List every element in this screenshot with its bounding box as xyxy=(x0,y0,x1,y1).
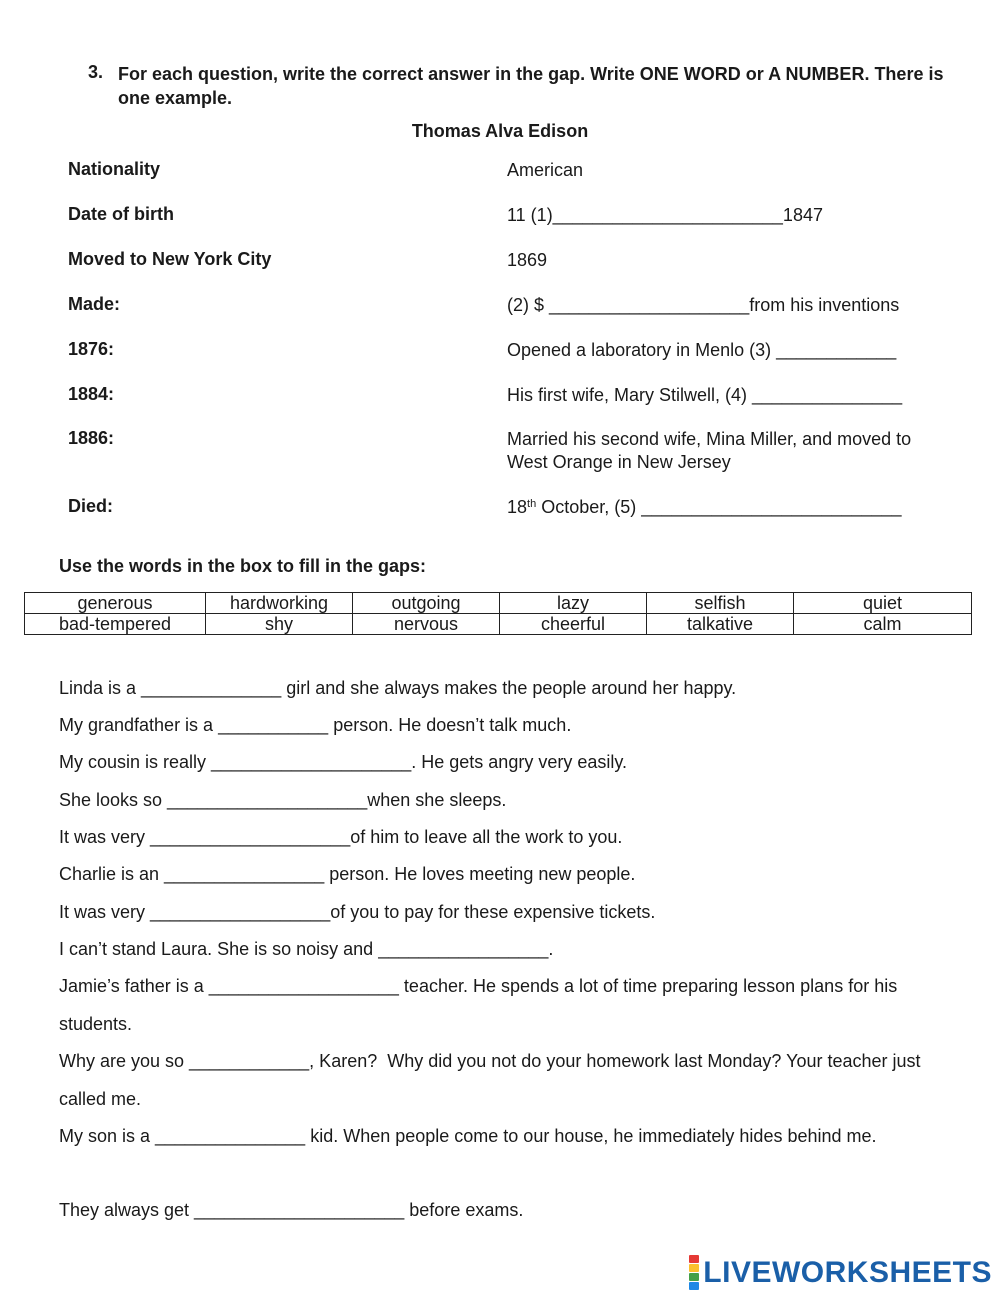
question-instruction: For each question, write the correct answer in the gap. Write ONE WORD or A NUMBER. There is one example. xyxy=(118,64,944,108)
fact-label: Nationality xyxy=(68,159,161,179)
sentence: Jamie’s father is a ___________________ teacher. He spends a lot of time preparing lesson plans for his students. xyxy=(59,976,903,1034)
sentence: Why are you so ____________, Karen? Why did you not do your homework last Monday? Your teacher just called me. xyxy=(59,1051,926,1109)
word-cell: shy xyxy=(206,614,353,635)
word-cell: lazy xyxy=(500,593,647,614)
fact-value-rest: October, (5) __________________________ xyxy=(536,497,902,517)
sentence: It was very __________________of you to pay for these expensive tickets. xyxy=(59,902,656,922)
fact-value: 1869 xyxy=(507,250,548,270)
word-cell: cheerful xyxy=(500,614,647,635)
fact-value: Opened a laboratory in Menlo (3) ____________ xyxy=(507,340,897,360)
fact-value-day: 18 xyxy=(507,497,528,517)
sentence: It was very ____________________of him to leave all the work to you. xyxy=(59,827,623,847)
worksheet-title: Thomas Alva Edison xyxy=(411,121,589,141)
sentence: She looks so ____________________when she sleeps. xyxy=(59,790,507,810)
sentence: My son is a _______________ kid. When people come to our house, he immediately hides behind me. xyxy=(59,1126,877,1146)
word-cell: talkative xyxy=(647,614,794,635)
fact-label: Date of birth xyxy=(68,204,174,224)
word-box xyxy=(24,592,972,635)
fact-label: 1884: xyxy=(68,384,115,404)
sentence: Charlie is an ________________ person. He loves meeting new people. xyxy=(59,864,636,884)
sentence: My grandfather is a ___________ person. He doesn’t talk much. xyxy=(59,715,572,735)
word-cell: hardworking xyxy=(206,593,353,614)
word-box-row xyxy=(25,614,972,635)
word-cell: selfish xyxy=(647,593,794,614)
fact-label: Died: xyxy=(68,496,113,516)
word-cell: generous xyxy=(25,593,206,614)
word-cell: outgoing xyxy=(353,593,500,614)
fact-value xyxy=(507,496,947,519)
fact-value: American xyxy=(507,160,584,180)
logo-mark-icon xyxy=(689,1255,699,1290)
question-number: 3. xyxy=(88,62,104,82)
fact-value-suffix: th xyxy=(527,498,537,510)
word-box-row xyxy=(25,593,972,614)
logo-text: LIVEWORKSHEETS xyxy=(703,1255,992,1289)
word-cell: bad-tempered xyxy=(25,614,206,635)
sentence: My cousin is really ____________________. He gets angry very easily. xyxy=(59,752,628,772)
fact-label: Made: xyxy=(68,294,121,314)
fact-label: 1886: xyxy=(68,428,115,448)
word-box-instruction: Use the words in the box to fill in the gaps: xyxy=(59,556,427,576)
fact-label: 1876: xyxy=(68,339,115,359)
liveworksheets-logo[interactable] xyxy=(689,1255,992,1290)
sentence: Linda is a ______________ girl and she always makes the people around her happy. xyxy=(59,678,737,698)
fact-value: His first wife, Mary Stilwell, (4) _______________ xyxy=(507,385,903,405)
word-cell: nervous xyxy=(353,614,500,635)
sentence: They always get _____________________ before exams. xyxy=(59,1200,524,1220)
word-cell: quiet xyxy=(794,593,972,614)
fact-value: (2) $ ____________________from his inventions xyxy=(507,295,900,315)
fact-label: Moved to New York City xyxy=(68,249,272,269)
sentence: I can’t stand Laura. She is so noisy and _________________. xyxy=(59,939,554,959)
fact-value: Married his second wife, Mina Miller, and moved to West Orange in New Jersey xyxy=(507,429,917,472)
word-cell: calm xyxy=(794,614,972,635)
fact-value: 11 (1)_______________________1847 xyxy=(507,205,823,225)
